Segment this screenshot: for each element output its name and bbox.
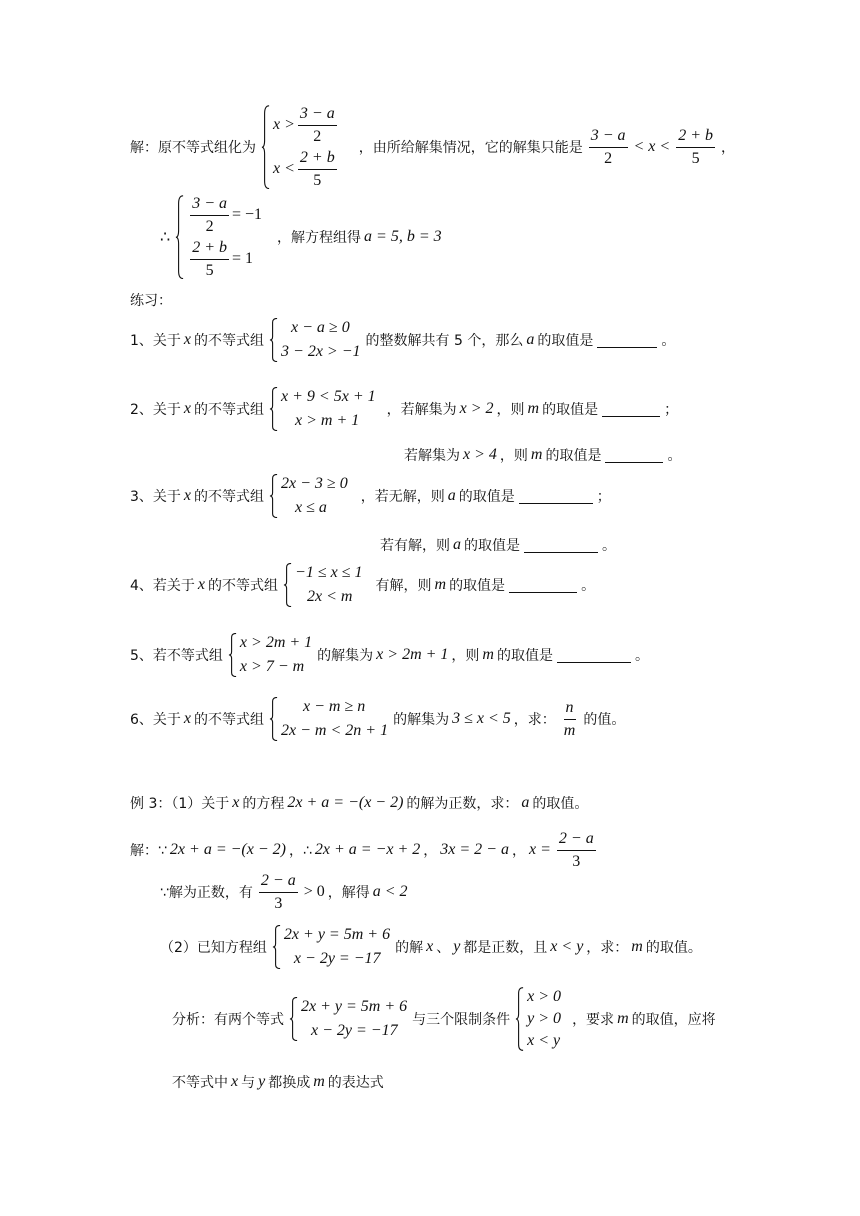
last-line: 不等式中 x 与 y 都换成 m 的表达式 xyxy=(172,1073,384,1091)
problem-3-part-2: 若有解，则 a 的取值是 。 xyxy=(380,536,616,554)
problem-3: 3、关于 x 的不等式组 2x − 3 ≥ 0 x ≤ a ，若无解，则 a 的取值是 ； xyxy=(130,475,611,516)
solve-text: ，解方程组得 xyxy=(277,230,362,247)
constraint-system: x > 0 y > 0 x < y xyxy=(515,987,561,1051)
inequality-system: x − a ≥ 0 3 − 2x > −1 xyxy=(269,318,361,362)
fraction: $\frac{2 - a}{3}$ xyxy=(260,872,296,912)
answer-blank[interactable] xyxy=(557,648,631,663)
ab-result: a = 5, b = 3 xyxy=(364,228,442,246)
fraction: $\frac{2 - a}{3}$ xyxy=(558,830,594,870)
example-3-part-1: 例 3：（1）关于 x 的方程 2x + a = −(x − 2) 的解为正数，求： a 的取值。 xyxy=(130,794,589,812)
problem-2: 2、关于 x 的不等式组 x + 9 < 5x + 1 x > m + 1 ，若解集为 x > 2 ，则 m 的取值是 ； xyxy=(130,388,679,429)
left-brace-icon xyxy=(515,987,524,1051)
answer-blank[interactable] xyxy=(602,402,660,417)
therefore-symbol: ∴ xyxy=(160,229,171,247)
answer-blank[interactable] xyxy=(524,538,598,553)
problem-2-part-2: 若解集为 x > 4 ，则 m 的取值是 。 xyxy=(404,446,682,464)
example-3-part-2: （2）已知方程组 2x + y = 5m + 6 x − 2y = −17 的解 x 、 y 都是正数，且 x < y ，求： m 的取值。 xyxy=(160,926,702,967)
problem-5: 5、若不等式组 x > 2m + 1 x > 7 − m 的解集为 x > 2m + 1 ，则 m 的取值是 。 xyxy=(130,634,649,675)
problem-1: 1、关于 x 的不等式组 x − a ≥ 0 3 − 2x > −1 的整数解共有 5 个，那么 a 的取值是 。 xyxy=(130,319,676,360)
answer-blank[interactable] xyxy=(519,489,593,504)
left-brace-icon xyxy=(269,318,278,362)
answer-blank[interactable] xyxy=(605,448,663,463)
left-brace-icon xyxy=(269,697,278,741)
problem-4: 4、若关于 x 的不等式组 −1 ≤ x ≤ 1 2x < m 有解，则 m 的取值是 。 xyxy=(130,564,596,605)
fraction-n-over-m: $\frac{n}{m}$ xyxy=(563,698,576,739)
inequality-system: −1 ≤ x ≤ 1 2x < m xyxy=(283,563,362,607)
equation-system: $\frac{3 - a}{2}$ = −1 $\frac{2 + b}{5}$ = 1 xyxy=(175,195,262,279)
left-brace-icon xyxy=(269,387,278,431)
equation-system: 2x + y = 5m + 6 x − 2y = −17 xyxy=(272,925,390,969)
left-brace-icon xyxy=(269,474,278,518)
left-brace-icon xyxy=(289,997,298,1041)
solution-2-line: 解：∵ 2x + a = −(x − 2) ，∴ 2x + a = −x + 2 ， 3x = 2 − a ， x = $\frac{2 - a}{3}$ xyxy=(130,830,594,870)
inequality-system: x − m ≥ n 2x − m < 2n + 1 xyxy=(269,697,388,741)
inequality-system: x > $\frac{3 - a}{2}$ x < $\frac{2 + b}{5}$ xyxy=(261,105,340,189)
equation-system: 2x + y = 5m + 6 x − 2y = −17 xyxy=(289,997,407,1041)
practice-heading: 练习： xyxy=(130,293,172,309)
left-brace-icon xyxy=(283,563,292,607)
left-brace-icon xyxy=(272,925,281,969)
left-brace-icon xyxy=(261,105,270,189)
fraction: $\frac{2 + b}{5}$ xyxy=(678,127,713,167)
fraction: $\frac{3 - a}{2}$ xyxy=(590,127,626,167)
therefore-line xyxy=(160,195,442,279)
solution-3-line: ∵解为正数，有 $\frac{2 - a}{3}$ > 0 ，解得 a < 2 xyxy=(160,872,408,912)
solution-mid-text: ，由所给解集情况，它的解集只能是 xyxy=(358,140,583,157)
problem-6: 6、关于 x 的不等式组 x − m ≥ n 2x − m < 2n + 1 的解集为 3 ≤ x < 5 ，求： $\frac{n}{m}$ 的值。 xyxy=(130,698,626,739)
analysis-line: 分析：有两个等式 2x + y = 5m + 6 x − 2y = −17 与三个限制条件 x > 0 y > 0 x < y ，要求 m 的取值，应将 xyxy=(172,988,716,1049)
left-brace-icon xyxy=(228,633,237,677)
solution-line: 解：原不等式组化为 x > $\frac{3 - a}{2}$ x < $\frac{2 + b}{5}$ ，由所给解集情况，它的解集只能是 $\frac{3 - a}{2}$ < x < $\frac{2 + b}{5}$ ， xyxy=(130,105,735,189)
left-brace-icon xyxy=(175,195,184,279)
answer-blank[interactable] xyxy=(509,578,577,593)
solution-prefix: 解：原不等式组化为 xyxy=(130,140,256,157)
inequality-system: x + 9 < 5x + 1 x > m + 1 xyxy=(269,387,376,431)
inequality-system: 2x − 3 ≥ 0 x ≤ a xyxy=(269,474,348,518)
inequality-system: x > 2m + 1 x > 7 − m xyxy=(228,633,312,677)
answer-blank[interactable] xyxy=(597,333,657,348)
